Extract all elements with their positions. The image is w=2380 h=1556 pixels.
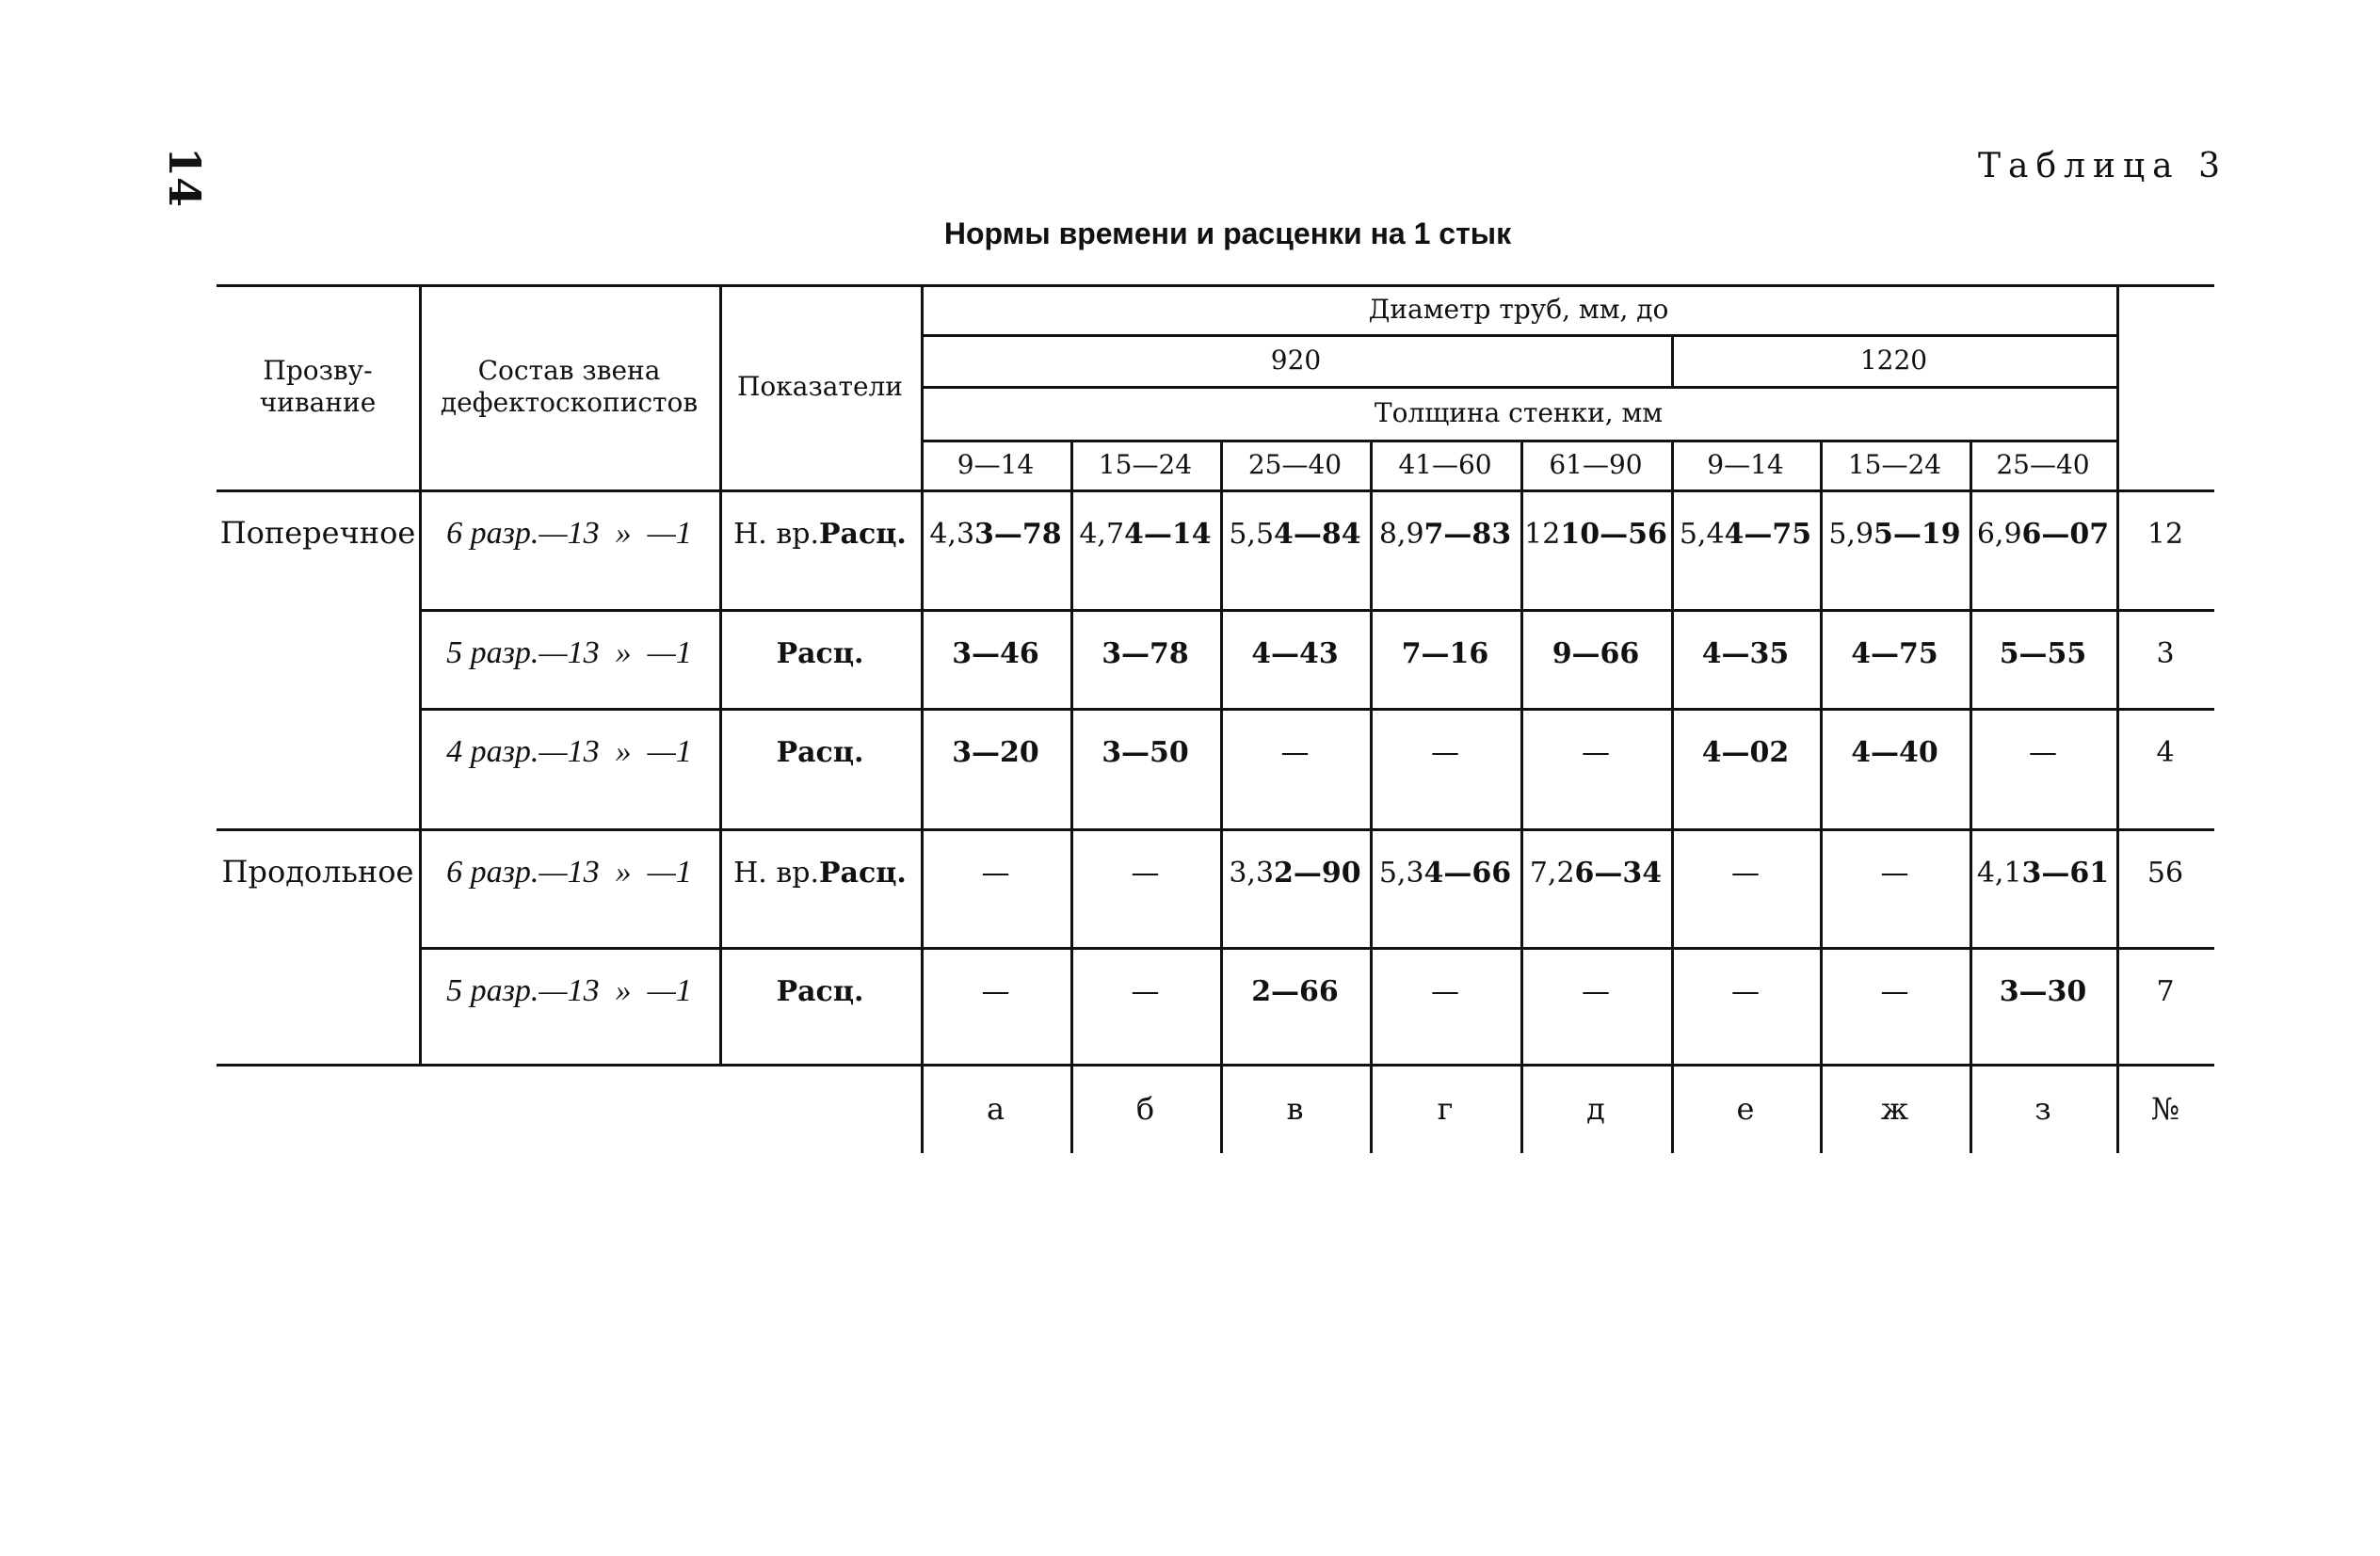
value-cell <box>1370 518 1520 609</box>
value-cell <box>1970 518 2116 609</box>
group-label: Поперечное <box>219 515 416 551</box>
header-range: 25—40 <box>1247 448 1343 480</box>
indicators <box>719 975 921 1064</box>
column-letter: з <box>2034 1090 2051 1127</box>
value-line: 3—50 <box>1102 736 1189 769</box>
value-cell <box>1220 736 1370 828</box>
value-line: 4—66 <box>1423 857 1512 890</box>
value-cell <box>1070 975 1220 1064</box>
value-line: 6,9 <box>1976 518 2022 551</box>
crew-line: 3 » —1 <box>583 516 692 551</box>
value-cell <box>1520 975 1671 1064</box>
value-line: 4—75 <box>1851 637 1938 670</box>
value-cell <box>1520 736 1671 828</box>
value-line: — <box>981 857 1010 890</box>
value-line: 4—40 <box>1851 736 1938 769</box>
value-line: — <box>1280 736 1310 769</box>
crew-composition <box>446 734 692 826</box>
group-label: Продольное <box>221 854 414 890</box>
value-line: 4,7 <box>1079 518 1125 551</box>
value-line: — <box>1880 975 1909 1008</box>
value-cell <box>1070 637 1220 708</box>
value-line: — <box>1131 975 1160 1008</box>
header-range: 15—24 <box>1098 448 1193 480</box>
value-cell <box>1220 857 1370 947</box>
value-cell <box>1070 857 1220 947</box>
value-line: — <box>1431 736 1459 769</box>
value-cell <box>921 736 1070 828</box>
indicator-line: Н. вр. <box>733 857 819 890</box>
row-number <box>2116 975 2214 1064</box>
crew-composition <box>446 635 692 706</box>
value-line: 4—75 <box>1724 518 1812 551</box>
header-range: 9—14 <box>1707 448 1784 480</box>
crew-line: 6 разр.—1 <box>446 516 584 551</box>
value-line: 3—61 <box>2021 857 2110 890</box>
crew-line: 4 разр.—1 <box>446 734 584 769</box>
header-range: 41—60 <box>1398 448 1492 480</box>
column-letter: б <box>1135 1090 1155 1127</box>
value-cell <box>1671 637 1820 708</box>
header-d920: 920 <box>1270 344 1322 376</box>
value-cell <box>1820 975 1970 1064</box>
row-number-line: 4 <box>2156 736 2175 769</box>
value-line: — <box>1731 975 1760 1008</box>
table-title: Нормы времени и расценки на 1 стык <box>943 217 1512 250</box>
value-cell <box>1520 518 1671 609</box>
crew-line: 3 » —1 <box>583 973 692 1008</box>
row-number <box>2116 637 2214 708</box>
crew-composition <box>446 855 692 945</box>
column-letter: а <box>986 1090 1005 1127</box>
value-line: 5,5 <box>1229 518 1275 551</box>
indicator-line: Расц. <box>776 637 864 670</box>
value-line: — <box>1731 857 1760 890</box>
value-cell <box>921 518 1070 609</box>
value-cell <box>1070 736 1220 828</box>
row-rule-1 <box>419 609 2214 612</box>
value-line: 4—35 <box>1701 637 1790 670</box>
crew-line: 6 разр.—1 <box>446 855 584 890</box>
row-number-line: 2 <box>2165 518 2184 551</box>
value-cell <box>1820 857 1970 947</box>
column-letter: в <box>1286 1090 1304 1127</box>
value-line: 9—66 <box>1552 637 1640 670</box>
header-diameter: Диаметр труб, мм, до <box>1368 293 1669 325</box>
value-line: 6—07 <box>2021 518 2110 551</box>
row-number-line: 3 <box>2156 637 2175 670</box>
row-number <box>2116 857 2214 947</box>
column-number-sign: № <box>2150 1090 2180 1127</box>
table-label: Таблица 3 <box>1978 147 2227 185</box>
value-cell <box>1220 518 1370 609</box>
value-line: 3—78 <box>974 518 1062 551</box>
value-line: 5,4 <box>1679 518 1725 551</box>
value-line: 3,3 <box>1229 857 1275 890</box>
value-line: 8,9 <box>1378 518 1424 551</box>
value-line: 3—46 <box>952 637 1039 670</box>
value-cell <box>921 637 1070 708</box>
value-line: 2—90 <box>1274 857 1361 890</box>
column-letter: д <box>1586 1090 1605 1127</box>
value-cell <box>1520 857 1671 947</box>
value-cell <box>1820 637 1970 708</box>
value-line: 5—55 <box>1999 637 2087 670</box>
value-line: 5,3 <box>1378 857 1424 890</box>
header-range: 15—24 <box>1847 448 1942 480</box>
value-cell <box>1370 637 1520 708</box>
indicators <box>719 637 921 708</box>
value-line: 10—56 <box>1560 518 1667 551</box>
value-line: 4—02 <box>1701 736 1790 769</box>
row-number <box>2116 736 2214 828</box>
value-cell <box>1970 975 2116 1064</box>
indicator-line: Расц. <box>776 736 864 769</box>
row-number-line: 5 <box>2147 857 2165 890</box>
value-line: 4—84 <box>1274 518 1361 551</box>
indicator-line: Н. вр. <box>733 518 819 551</box>
value-cell <box>1820 518 1970 609</box>
value-cell <box>921 975 1070 1064</box>
value-line: 4—14 <box>1124 518 1212 551</box>
group-rule <box>217 828 2214 831</box>
value-cell <box>1671 857 1820 947</box>
row-number-line: 1 <box>2147 518 2165 551</box>
value-line: — <box>1131 857 1160 890</box>
indicator-line: Расц. <box>819 518 907 551</box>
value-cell <box>1970 637 2116 708</box>
value-cell <box>1370 975 1520 1064</box>
header-bottom-rule <box>217 489 2214 492</box>
value-cell <box>1220 975 1370 1064</box>
crew-composition <box>446 516 692 607</box>
value-line: 7—83 <box>1423 518 1512 551</box>
value-cell <box>1671 736 1820 828</box>
value-cell <box>1370 857 1520 947</box>
header-scanning: Прозву- чивание <box>259 355 377 418</box>
value-line: 4,3 <box>929 518 975 551</box>
header-range: 61—90 <box>1549 448 1643 480</box>
value-cell <box>1671 975 1820 1064</box>
header-range: 9—14 <box>957 448 1035 480</box>
column-letter: ж <box>1880 1090 1909 1127</box>
indicators <box>719 736 921 828</box>
value-cell <box>1070 518 1220 609</box>
value-line: — <box>1880 857 1909 890</box>
value-line: 5,9 <box>1828 518 1874 551</box>
value-line: 4—43 <box>1251 637 1339 670</box>
value-cell <box>1370 736 1520 828</box>
indicators <box>719 518 921 609</box>
value-cell <box>1820 736 1970 828</box>
value-line: 2—66 <box>1251 975 1339 1008</box>
value-line: — <box>1582 736 1610 769</box>
value-line: 7,2 <box>1529 857 1575 890</box>
page-number: 14 <box>159 147 210 208</box>
row-number-line: 6 <box>2165 857 2184 890</box>
value-line: 3—30 <box>1999 975 2087 1008</box>
crew-line: 3 » —1 <box>583 734 692 769</box>
value-cell <box>1220 637 1370 708</box>
row-rule-4 <box>419 947 2214 950</box>
header-thickness: Толщина стенки, мм <box>1374 396 1664 428</box>
value-line: 6—34 <box>1574 857 1663 890</box>
header-indicators: Показатели <box>737 371 903 402</box>
crew-line: 5 разр.—1 <box>446 635 584 670</box>
crew-line: 3 » —1 <box>583 855 692 890</box>
column-letter: г <box>1437 1090 1454 1127</box>
value-cell <box>1970 857 2116 947</box>
header-range: 25—40 <box>1996 448 2090 480</box>
value-cell <box>1970 736 2116 828</box>
value-line: — <box>1431 975 1459 1008</box>
value-line: 3—78 <box>1102 637 1189 670</box>
header-d1220: 1220 <box>1859 344 1928 376</box>
value-line: 3—20 <box>952 736 1039 769</box>
crew-composition <box>446 973 692 1062</box>
value-line: — <box>2029 736 2057 769</box>
crew-line: 3 » —1 <box>583 635 692 670</box>
row-number <box>2116 518 2214 609</box>
row-number-line: 7 <box>2156 975 2175 1008</box>
indicator-line: Расц. <box>776 975 864 1008</box>
value-line: — <box>981 975 1010 1008</box>
value-line: 7—16 <box>1401 637 1489 670</box>
header-crew: Состав звена дефектоскопистов <box>440 355 699 418</box>
value-cell <box>921 857 1070 947</box>
row-rule-2 <box>419 708 2214 711</box>
value-line: 4,1 <box>1976 857 2022 890</box>
crew-line: 5 разр.—1 <box>446 973 584 1008</box>
value-line: 5—19 <box>1873 518 1961 551</box>
value-line: 12 <box>1524 518 1561 551</box>
value-cell <box>1520 637 1671 708</box>
column-letter: е <box>1736 1090 1755 1127</box>
value-cell <box>1671 518 1820 609</box>
indicator-line: Расц. <box>819 857 907 890</box>
value-line: — <box>1582 975 1610 1008</box>
indicators <box>719 857 921 947</box>
